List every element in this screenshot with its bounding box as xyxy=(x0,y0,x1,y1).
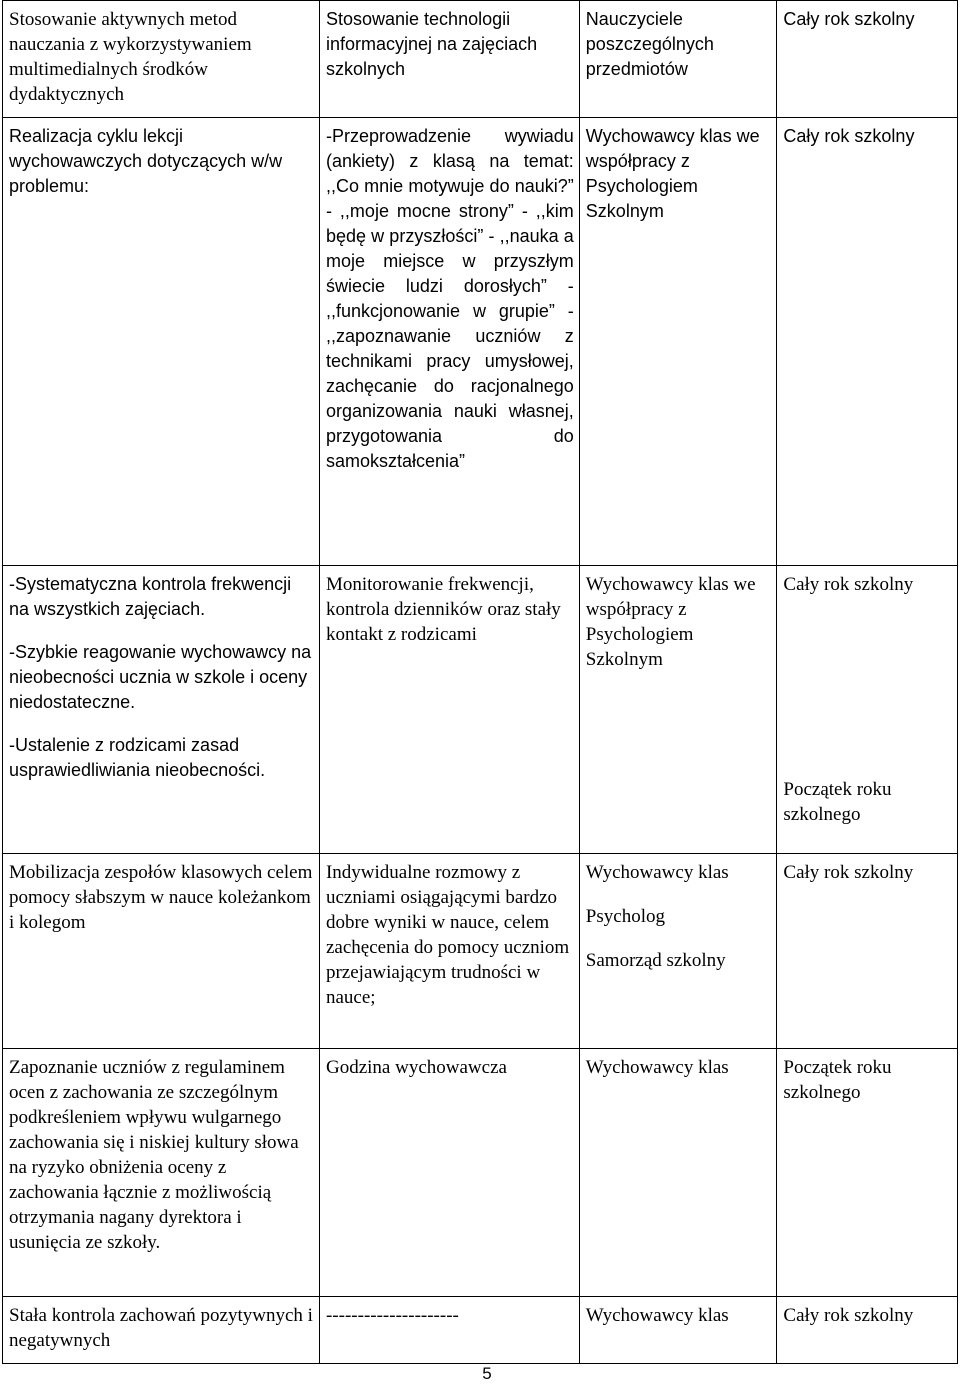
cell-responsible: Wychowawcy klas xyxy=(579,1049,777,1297)
plan-table xyxy=(2,0,958,1364)
table-row xyxy=(3,1,958,118)
cell-method: --------------------- xyxy=(319,1297,579,1364)
cell-deadline: Cały rok szkolny xyxy=(777,1,958,118)
cell-method: Monitorowanie frekwencji, kontrola dzienników oraz stały kontakt z rodzicami xyxy=(319,566,579,854)
cell-responsible: Wychowawcy klas xyxy=(579,1297,777,1364)
table-row xyxy=(3,566,958,854)
cell-method: Godzina wychowawcza xyxy=(319,1049,579,1297)
cell-responsible: Wychowawcy klas we współpracy z Psychologiem Szkolnym xyxy=(579,566,777,854)
cell-objective: Zapoznanie uczniów z regulaminem ocen z zachowania ze szczególnym podkreśleniem wpływu wulgarnego zachowania się i niskiej kultury słowa na ryzyko obniżenia oceny z zachowania łącznie z możliwością otrzymania nagany dyrektora i usunięcia ze szkoły. xyxy=(3,1049,320,1297)
table-row xyxy=(3,854,958,1049)
cell-method: Indywidualne rozmowy z uczniami osiągającymi bardzo dobre wyniki w nauce, celem zachęcenia do pomocy uczniom przejawiającym trudności w nauce; xyxy=(319,854,579,1049)
table-row xyxy=(3,118,958,566)
cell-responsible: Wychowawcy klas Psycholog Samorząd szkolny xyxy=(579,854,777,1049)
cell-deadline: Cały rok szkolny xyxy=(777,854,958,1049)
cell-objective: -Systematyczna kontrola frekwencji na wszystkich zajęciach. -Szybkie reagowanie wychowawcy na nieobecności ucznia w szkole i oceny niedostateczne. -Ustalenie z rodzicami zasad usprawiedliwiania nieobecności. xyxy=(3,566,320,854)
cell-responsible: Nauczyciele poszczególnych przedmiotów xyxy=(579,1,777,118)
cell-objective: Stała kontrola zachowań pozytywnych i negatywnych xyxy=(3,1297,320,1364)
cell-objective: Realizacja cyklu lekcji wychowawczych dotyczących w/w problemu: xyxy=(3,118,320,566)
cell-deadline: Cały rok szkolny xyxy=(777,118,958,566)
cell-method: Stosowanie technologii informacyjnej na zajęciach szkolnych xyxy=(319,1,579,118)
cell-objective: Mobilizacja zespołów klasowych celem pomocy słabszym w nauce koleżankom i kolegom xyxy=(3,854,320,1049)
table-row xyxy=(3,1297,958,1364)
table-row xyxy=(3,1049,958,1297)
cell-objective: Stosowanie aktywnych metod nauczania z wykorzystywaniem multimedialnych środków dydaktycznych xyxy=(3,1,320,118)
page-number: 5 xyxy=(482,1364,492,1383)
cell-deadline: Początek roku szkolnego xyxy=(777,1049,958,1297)
cell-method: -Przeprowadzenie wywiadu (ankiety) z klasą na temat: ,,Co mnie motywuje do nauki?” - ,,moje mocne strony” - ,,kim będę w przyszłości” - ,,nauka a moje miejsce w przyszłym świecie ludzi dorosłych” - ,,funkcjonowanie w grupie” - ,,zapoznawanie uczniów z technikami pracy umysłowej, zachęcanie do racjonalnego organizowania nauki własnej, przygotowania do samokształcenia” xyxy=(319,118,579,566)
cell-deadline: Cały rok szkolny xyxy=(777,1297,958,1364)
cell-deadline: Cały rok szkolny Początek roku szkolnego xyxy=(777,566,958,854)
cell-responsible: Wychowawcy klas we współpracy z Psychologiem Szkolnym xyxy=(579,118,777,566)
